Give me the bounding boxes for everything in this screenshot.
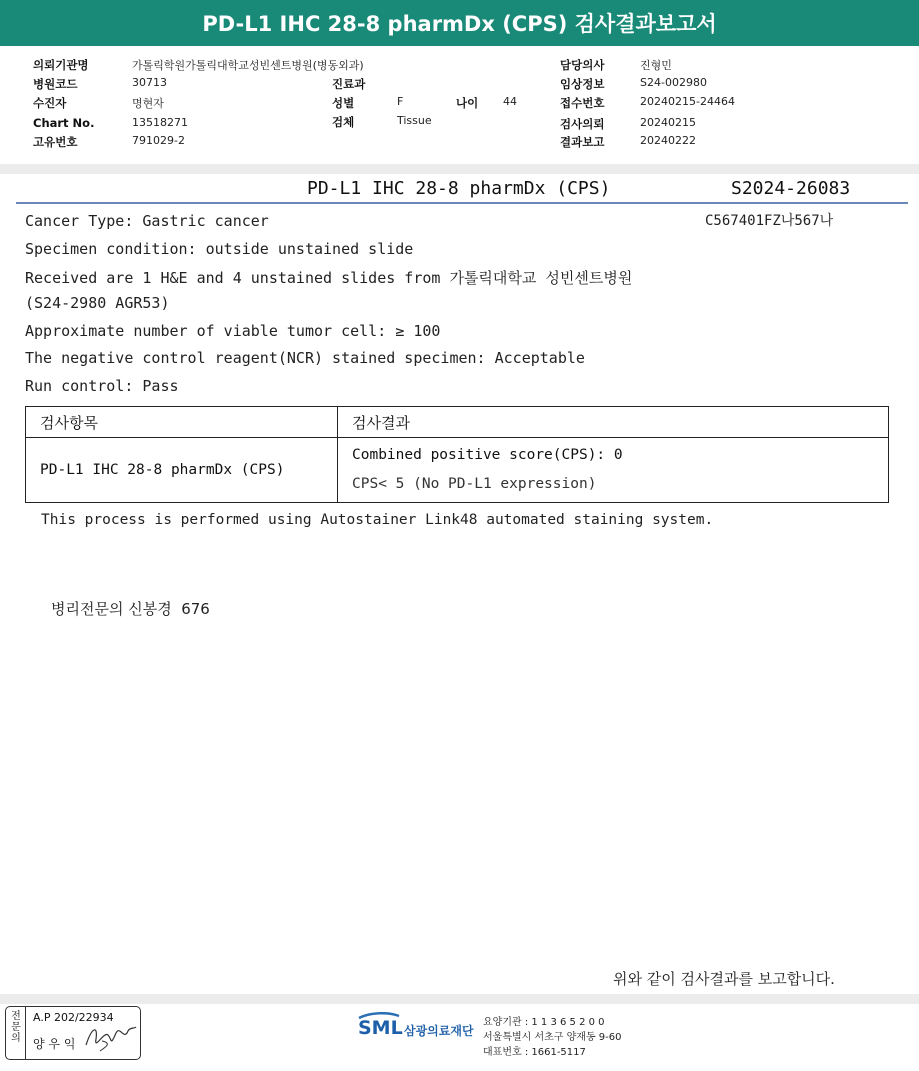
report-date-value: 20240222	[640, 134, 696, 147]
phone: 대표번호 : 1661-5117	[483, 1047, 586, 1058]
header-test-item: 검사항목	[26, 407, 338, 438]
table-row	[26, 438, 889, 503]
handwritten-signature-icon	[82, 1021, 138, 1055]
report-code: C567401FZ나567나	[705, 213, 834, 229]
clinical-info-label: 임상정보	[560, 77, 605, 91]
hospital-code-value: 30713	[132, 76, 167, 89]
report-line: Specimen condition: outside unstained slide	[25, 240, 414, 258]
stamp-tag: 전문의	[11, 1011, 21, 1044]
report-title: PD-L1 IHC 28-8 pharmDx (CPS) 검사결과보고서	[202, 12, 717, 36]
closing-statement: 위와 같이 검사결과를 보고합니다.	[613, 970, 835, 988]
title-rule	[16, 202, 908, 204]
report-title-banner	[0, 0, 919, 46]
result-cps-score: Combined positive score(CPS): 0	[352, 447, 623, 463]
sml-logo	[357, 1012, 403, 1042]
request-date-label: 검사의뢰	[560, 117, 605, 131]
result-cps-interpretation: CPS< 5 (No PD-L1 expression)	[352, 476, 597, 492]
address: 서울특별시 서초구 양재동 9-60	[483, 1032, 622, 1043]
patient-label: 수진자	[33, 96, 67, 110]
report-line: Run control: Pass	[25, 377, 179, 395]
stamp-separator	[25, 1007, 26, 1059]
doctor-label: 담당의사	[560, 58, 605, 72]
institution-value: 가톨릭학원가톨릭대학교성빈센트병원(병동외과)	[132, 59, 364, 72]
age-label: 나이	[456, 96, 479, 110]
results-table	[25, 406, 889, 503]
header-test-result: 검사결과	[338, 407, 889, 438]
header-divider	[0, 164, 919, 174]
process-note: This process is performed using Autostainer Link48 automated staining system.	[41, 512, 714, 528]
specimen-value: Tissue	[397, 114, 432, 127]
specialist-stamp	[5, 1006, 141, 1060]
patient-header	[0, 46, 919, 165]
sex-value: F	[397, 95, 404, 108]
result-values	[338, 438, 889, 503]
report-line: Cancer Type: Gastric cancer	[25, 212, 269, 230]
care-institution-code: 요양기관 : 1 1 3 6 5 2 0 0	[483, 1017, 605, 1028]
report-line: Received are 1 H&E and 4 unstained slides from 가톨릭대학교 성빈센트병원	[25, 269, 633, 287]
result-item: PD-L1 IHC 28-8 pharmDx (CPS)	[26, 438, 338, 503]
report-line: Approximate number of viable tumor cell: ≥ 100	[25, 322, 441, 340]
results-table-header	[26, 407, 889, 438]
chart-no-value: 13518271	[132, 116, 188, 129]
footer-divider	[0, 994, 919, 1004]
specimen-label: 검체	[332, 115, 355, 129]
foundation-name: 삼광의료재단	[404, 1024, 474, 1038]
pathologist-signature: 병리전문의 신봉경 676	[51, 600, 210, 618]
department-label: 진료과	[332, 77, 366, 91]
stamp-license: A.P 202/22934	[33, 1011, 114, 1024]
sex-label: 성별	[332, 96, 355, 110]
receipt-no-value: 20240215-24464	[640, 95, 735, 108]
report-line: (S24-2980 AGR53)	[25, 294, 170, 312]
doctor-value: 진형민	[640, 59, 672, 72]
unique-no-label: 고유번호	[33, 135, 78, 149]
report-date-label: 결과보고	[560, 135, 605, 149]
hospital-code-label: 병원코드	[33, 77, 78, 91]
patient-value: 명현자	[132, 97, 164, 110]
receipt-no-label: 접수번호	[560, 96, 605, 110]
report-line: The negative control reagent(NCR) stained specimen: Acceptable	[25, 349, 585, 367]
stamp-name: 양 우 익	[33, 1037, 76, 1051]
report-test-name: PD-L1 IHC 28-8 pharmDx (CPS)	[307, 178, 611, 199]
report-case-no: S2024-26083	[731, 178, 851, 199]
clinical-info-value: S24-002980	[640, 76, 707, 89]
chart-no-label: Chart No.	[33, 116, 95, 130]
age-value: 44	[503, 95, 517, 108]
request-date-value: 20240215	[640, 116, 696, 129]
unique-no-value: 791029-2	[132, 134, 185, 147]
logo-text: SML	[358, 1017, 403, 1039]
institution-label: 의뢰기관명	[33, 58, 89, 72]
